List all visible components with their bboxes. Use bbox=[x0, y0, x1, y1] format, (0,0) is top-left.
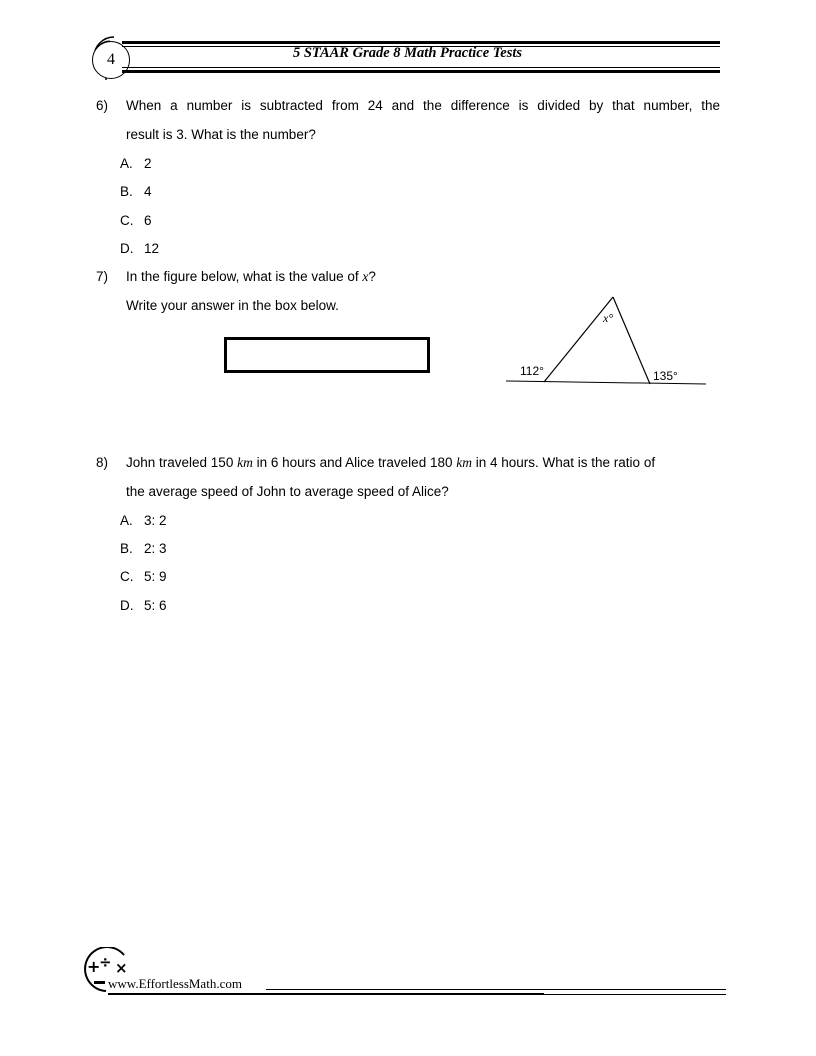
q6-option-a-letter: A. bbox=[120, 156, 133, 171]
q8-option-a-letter: A. bbox=[120, 513, 133, 528]
unit-km-2: km bbox=[456, 455, 472, 470]
footer-url[interactable]: www.EffortlessMath.com bbox=[108, 976, 242, 991]
answer-box[interactable] bbox=[224, 337, 430, 373]
q8-option-d-letter: D. bbox=[120, 598, 134, 613]
footer-rule bbox=[266, 989, 726, 990]
q6-option-b-letter: B. bbox=[120, 184, 133, 199]
question-6-text-line2: result is 3. What is the number? bbox=[126, 127, 316, 142]
header-title: 5 STAAR Grade 8 Math Practice Tests bbox=[292, 45, 523, 61]
footer-rule-thin bbox=[544, 994, 726, 995]
question-6-text-line1: When a number is subtracted from 24 and the difference is divided by that number, the bbox=[126, 98, 720, 113]
angle-112-label: 112° bbox=[520, 364, 544, 378]
triangle-figure bbox=[500, 290, 715, 390]
page-number: 4 bbox=[92, 41, 130, 79]
question-8-number: 8) bbox=[96, 455, 109, 470]
header-rule-bottom-thin bbox=[122, 67, 720, 68]
q6-option-d[interactable]: 12 bbox=[144, 241, 160, 256]
header-rule-bottom bbox=[122, 70, 720, 73]
footer-rule-thick bbox=[108, 993, 544, 995]
q8-option-d[interactable]: 5: 6 bbox=[144, 598, 167, 613]
q6-option-c[interactable]: 6 bbox=[144, 213, 152, 228]
question-7-text-line2: Write your answer in the box below. bbox=[126, 298, 339, 313]
question-7-text-line1: In the figure below, what is the value of x? bbox=[126, 269, 376, 284]
q6-option-b[interactable]: 4 bbox=[144, 184, 152, 199]
q8-option-c[interactable]: 5: 9 bbox=[144, 569, 167, 584]
angle-135-label: 135° bbox=[653, 369, 678, 383]
q8-option-c-letter: C. bbox=[120, 569, 134, 584]
q6-option-c-letter: C. bbox=[120, 213, 134, 228]
angle-x-label: x° bbox=[603, 311, 614, 325]
svg-text:÷: ÷ bbox=[99, 953, 112, 971]
question-8-text-line1: John traveled 150 km in 6 hours and Alice traveled 180 km in 4 hours. What is the ratio of bbox=[126, 455, 656, 470]
variable-x: x bbox=[362, 269, 369, 284]
q6-option-d-letter: D. bbox=[120, 241, 134, 256]
question-8-text-line2: the average speed of John to average speed of Alice? bbox=[126, 484, 449, 499]
question-6-number: 6) bbox=[96, 98, 109, 113]
svg-text:×: × bbox=[115, 959, 128, 977]
q8-option-a[interactable]: 3: 2 bbox=[144, 513, 167, 528]
q6-option-a[interactable]: 2 bbox=[144, 156, 152, 171]
header-rule-top bbox=[122, 41, 720, 44]
question-7-number: 7) bbox=[96, 269, 109, 284]
q8-option-b-letter: B. bbox=[120, 541, 133, 556]
svg-text:+: + bbox=[87, 957, 101, 976]
unit-km-1: km bbox=[237, 455, 253, 470]
q8-option-b[interactable]: 2: 3 bbox=[144, 541, 167, 556]
